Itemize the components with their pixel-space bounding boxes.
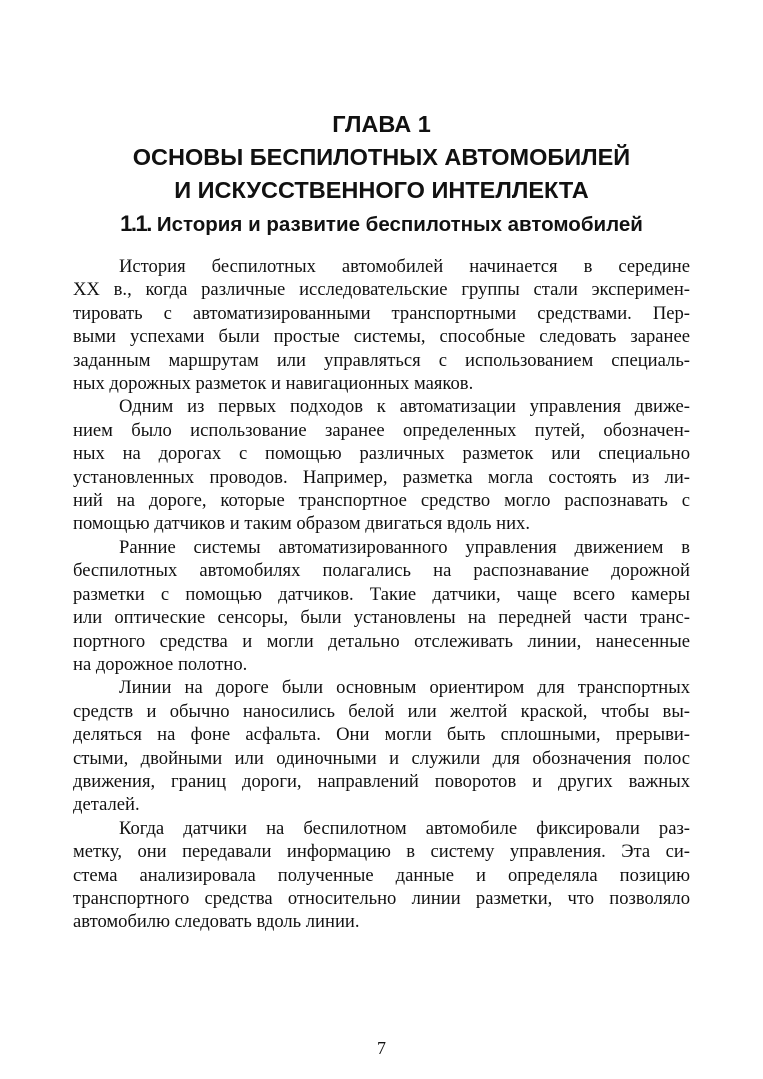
text-line: ных дорожных разметок и навигационных маяков. bbox=[73, 373, 474, 395]
text-line: XX в., когда различные исследовательские группы стали эксперимен- bbox=[73, 279, 690, 301]
text-line: метку, они передавали информацию в систему управления. Эта си- bbox=[73, 841, 690, 863]
chapter-title-line-2: И ИСКУССТВЕННОГО ИНТЕЛЛЕКТА bbox=[174, 177, 589, 203]
text-line: движения, границ дороги, направлений поворотов и других важных bbox=[73, 770, 690, 792]
text-line: Одним из первых подходов к автоматизации управления движе- bbox=[119, 396, 690, 418]
section-title: История и развитие беспилотных автомобилей bbox=[156, 213, 643, 236]
text-line: автомобилю следовать вдоль линии. bbox=[73, 911, 360, 933]
text-line: нием было использование заранее определенных путей, обозначен- bbox=[73, 419, 690, 441]
text-line: заданным маршрутам или управляться с использованием специаль- bbox=[73, 349, 690, 371]
text-line: ний на дороге, которые транспортное средство могло распознавать с bbox=[73, 490, 690, 512]
text-line: Когда датчики на беспилотном автомобиле фиксировали раз- bbox=[119, 817, 690, 839]
page-number: 7 bbox=[377, 1038, 386, 1058]
text-line: установленных проводов. Например, разметка могла состоять из ли- bbox=[73, 466, 690, 488]
paragraph bbox=[73, 676, 690, 816]
section-number: 1.1. bbox=[120, 211, 151, 236]
chapter-title-line-1: ОСНОВЫ БЕСПИЛОТНЫХ АВТОМОБИЛЕЙ bbox=[132, 144, 631, 170]
text-line: выми успехами были простые системы, способные следовать заранее bbox=[73, 326, 690, 348]
text-line: деталей. bbox=[73, 794, 140, 816]
text-line: стема анализировала полученные данные и определяла позицию bbox=[73, 864, 690, 886]
text-line: портного средства и могли детально отслеживать линии, нанесенные bbox=[73, 630, 690, 652]
text-line: деляться на фоне асфальта. Они могли быть сплошными, прерыви- bbox=[73, 724, 690, 746]
paragraph bbox=[73, 817, 690, 934]
paragraph bbox=[73, 395, 690, 535]
text-line: или оптические сенсоры, были установлены на передней части транс- bbox=[73, 607, 690, 629]
text-line: беспилотных автомобилях полагались на распознавание дорожной bbox=[73, 560, 690, 582]
text-line: помощью датчиков и таким образом двигаться вдоль них. bbox=[73, 513, 530, 535]
text-line: тировать с автоматизированными транспортными средствами. Пер- bbox=[73, 302, 690, 324]
paragraph bbox=[73, 255, 690, 395]
text-line: Линии на дороге были основным ориентиром для транспортных bbox=[119, 677, 690, 699]
text-line: средств и обычно наносились белой или желтой краской, чтобы вы- bbox=[73, 700, 690, 722]
body-text bbox=[73, 255, 690, 934]
text-line: ных на дорогах с помощью различных разметок или специально bbox=[73, 443, 690, 465]
section-heading bbox=[60, 209, 703, 240]
paragraph bbox=[73, 536, 690, 676]
text-line: транспортного средства относительно линии разметки, что позволяло bbox=[73, 887, 690, 909]
text-line: на дорожное полотно. bbox=[73, 653, 248, 675]
text-line: Ранние системы автоматизированного управления движением в bbox=[119, 536, 690, 558]
chapter-number: ГЛАВА 1 bbox=[332, 111, 431, 137]
text-line: История беспилотных автомобилей начинается в середине bbox=[119, 256, 690, 277]
chapter-heading bbox=[60, 108, 703, 207]
text-line: разметки с помощью датчиков. Такие датчики, чаще всего камеры bbox=[73, 583, 690, 605]
text-line: стыми, двойными или одиночными и служили для обозначения полос bbox=[73, 747, 690, 769]
